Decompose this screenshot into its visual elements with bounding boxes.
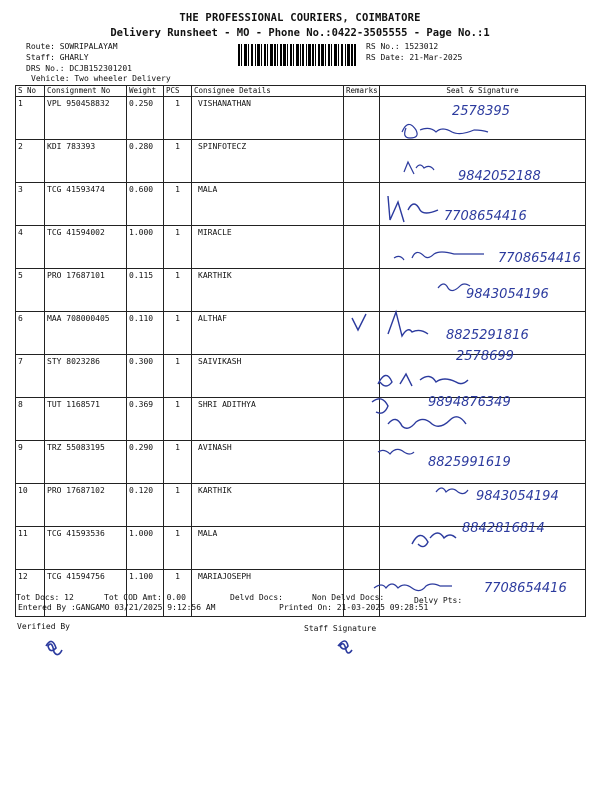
cell-consignment-no: PRO 17687102 [45, 484, 127, 527]
cell-signature [380, 269, 586, 312]
cell-weight: 0.280 [127, 140, 164, 183]
cell-signature [380, 97, 586, 140]
cell-consignee: SAIVIKASH [192, 355, 344, 398]
cell-sno: 10 [16, 484, 45, 527]
barcode-image [238, 44, 356, 66]
table-row [16, 226, 586, 269]
runsheet-subtitle: Delivery Runsheet - MO - Phone No.:0422-3505555 - Page No.:1 [110, 27, 490, 39]
cell-pcs: 1 [164, 484, 192, 527]
cell-pcs: 1 [164, 97, 192, 140]
cell-weight: 0.300 [127, 355, 164, 398]
delivered-docs: Delvd Docs: [230, 593, 283, 602]
cell-weight: 1.100 [127, 570, 164, 617]
company-title: THE PROFESSIONAL COURIERS, COIMBATORE [179, 12, 421, 24]
cell-consignment-no: TCG 41593536 [45, 527, 127, 570]
handwritten-note: 9843054196 [466, 287, 549, 302]
handwritten-note: 8842816814 [462, 521, 545, 536]
cell-weight: 0.290 [127, 441, 164, 484]
route-label: Route: SOWRIPALAYAM [26, 42, 118, 51]
col-consignee: Consignee Details [192, 86, 344, 97]
table-row [16, 269, 586, 312]
cell-sno: 5 [16, 269, 45, 312]
cell-weight: 0.600 [127, 183, 164, 226]
handwritten-note: 7708654416 [444, 209, 527, 224]
table-row [16, 312, 586, 355]
cell-weight: 0.369 [127, 398, 164, 441]
cell-pcs: 1 [164, 140, 192, 183]
cell-remarks [344, 140, 380, 183]
cell-signature [380, 398, 586, 441]
delivery-table [15, 85, 586, 617]
vehicle-label: Vehicle: Two wheeler Delivery [31, 74, 171, 83]
cell-consignment-no: STY 8023286 [45, 355, 127, 398]
cell-consignee: MARIAJOSEPH [192, 570, 344, 617]
col-remarks: Remarks [344, 86, 380, 97]
rs-date: RS Date: 21-Mar-2025 [366, 53, 463, 62]
cell-consignee: VISHANATHAN [192, 97, 344, 140]
cell-pcs: 1 [164, 183, 192, 226]
cell-signature [380, 183, 586, 226]
cell-signature [380, 312, 586, 355]
cell-pcs: 1 [164, 398, 192, 441]
cell-remarks [344, 312, 380, 355]
cell-consignee: MIRACLE [192, 226, 344, 269]
cell-sno: 9 [16, 441, 45, 484]
cell-signature [380, 140, 586, 183]
cell-remarks [344, 484, 380, 527]
col-signature: Seal & Signature [380, 86, 586, 97]
table-row [16, 441, 586, 484]
cell-consignment-no: TCG 41594002 [45, 226, 127, 269]
staff-label: Staff: GHARLY [26, 53, 89, 62]
cell-sno: 12 [16, 570, 45, 617]
cell-remarks [344, 97, 380, 140]
cell-sno: 8 [16, 398, 45, 441]
cell-weight: 0.120 [127, 484, 164, 527]
cell-sno: 4 [16, 226, 45, 269]
cell-weight: 0.250 [127, 97, 164, 140]
cell-consignee: KARTHIK [192, 484, 344, 527]
cell-pcs: 1 [164, 226, 192, 269]
cell-signature [380, 527, 586, 570]
cell-pcs: 1 [164, 355, 192, 398]
cell-remarks [344, 226, 380, 269]
cell-consignment-no: TCG 41594756 [45, 570, 127, 617]
table-row [16, 398, 586, 441]
entered-by: Entered By :GANGAMO 03/21/2025 9:12:56 AM [18, 603, 216, 612]
cell-remarks [344, 527, 380, 570]
handwritten-note: 2578395 [452, 104, 510, 119]
handwritten-note: 9842052188 [458, 169, 541, 184]
cell-consignment-no: TRZ 55083195 [45, 441, 127, 484]
total-cod-amount: Tot COD Amt: 0.00 [104, 593, 186, 602]
cell-consignee: MALA [192, 527, 344, 570]
col-consignment: Consignment No [45, 86, 127, 97]
table-header-row [16, 86, 586, 97]
cell-remarks [344, 398, 380, 441]
rs-number: RS No.: 1523012 [366, 42, 439, 51]
cell-sno: 7 [16, 355, 45, 398]
cell-consignee: AVINASH [192, 441, 344, 484]
cell-consignment-no: TUT 1168571 [45, 398, 127, 441]
drs-number: DRS No.: DCJB152301201 [26, 64, 132, 73]
printed-on: Printed On: 21-03-2025 09:28:51 [279, 603, 429, 612]
table-row [16, 97, 586, 140]
cell-sno: 1 [16, 97, 45, 140]
cell-signature [380, 226, 586, 269]
cell-consignment-no: VPL 950458832 [45, 97, 127, 140]
handwritten-note: 2578699 [456, 349, 514, 364]
cell-remarks [344, 355, 380, 398]
cell-consignment-no: KDI 783393 [45, 140, 127, 183]
cell-consignee: MALA [192, 183, 344, 226]
table-row [16, 183, 586, 226]
cell-remarks [344, 269, 380, 312]
cell-sno: 6 [16, 312, 45, 355]
delivery-points: Delvy Pts: [414, 596, 463, 605]
cell-sno: 2 [16, 140, 45, 183]
cell-weight: 1.000 [127, 527, 164, 570]
cell-consignee: SPINFOTECZ [192, 140, 344, 183]
cell-pcs: 1 [164, 570, 192, 617]
non-delivered-docs: Non Delvd Docs: [312, 593, 385, 602]
cell-pcs: 1 [164, 312, 192, 355]
cell-consignee: KARTHIK [192, 269, 344, 312]
cell-sno: 11 [16, 527, 45, 570]
handwritten-note: 7708654416 [498, 251, 581, 266]
cell-pcs: 1 [164, 527, 192, 570]
cell-remarks [344, 183, 380, 226]
cell-sno: 3 [16, 183, 45, 226]
cell-signature [380, 484, 586, 527]
table-row [16, 484, 586, 527]
staff-signature-label: Staff Signature [304, 624, 377, 633]
table-row [16, 355, 586, 398]
verified-by-label: Verified By [17, 622, 70, 631]
cell-consignee: SHRI ADITHYA [192, 398, 344, 441]
cell-pcs: 1 [164, 441, 192, 484]
cell-remarks [344, 441, 380, 484]
handwritten-note: 8825991619 [428, 455, 511, 470]
cell-weight: 1.000 [127, 226, 164, 269]
cell-consignment-no: PRO 17687101 [45, 269, 127, 312]
handwritten-note: 8825291816 [446, 328, 529, 343]
cell-pcs: 1 [164, 269, 192, 312]
table-row [16, 140, 586, 183]
cell-weight: 0.110 [127, 312, 164, 355]
cell-weight: 0.115 [127, 269, 164, 312]
handwritten-note: 7708654416 [484, 581, 567, 596]
handwritten-note: 9894876349 [428, 395, 511, 410]
cell-consignment-no: MAA 708000405 [45, 312, 127, 355]
table-row [16, 527, 586, 570]
total-docs: Tot Docs: 12 [16, 593, 74, 602]
cell-signature [380, 441, 586, 484]
cell-signature [380, 355, 586, 398]
cell-consignment-no: TCG 41593474 [45, 183, 127, 226]
cell-consignee: ALTHAF [192, 312, 344, 355]
col-sno: S No [16, 86, 45, 97]
col-pcs: PCS [164, 86, 192, 97]
handwritten-note: 9843054194 [476, 489, 559, 504]
col-weight: Weight [127, 86, 164, 97]
